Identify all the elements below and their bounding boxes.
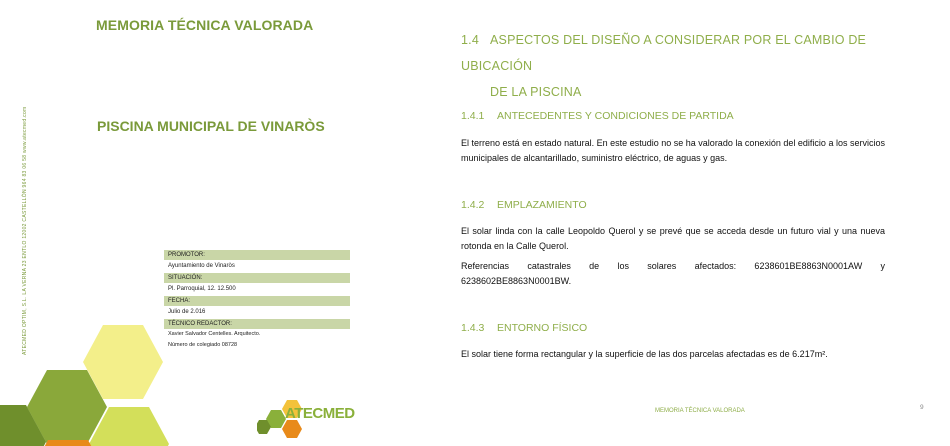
cover-page: [0, 0, 440, 446]
subsection-title-3: ENTORNO FÍSICO: [497, 322, 588, 334]
situacion-label: SITUACIÓN:: [164, 273, 350, 283]
subsection-number-2: 1.4.2: [461, 199, 485, 211]
page-number: 9: [920, 404, 924, 411]
subsection-title-2: EMPLAZAMIENTO: [497, 199, 587, 211]
logo-text: ATECMED: [285, 405, 355, 422]
promotor-label: PROMOTOR:: [164, 250, 350, 260]
paragraph-antecedentes: El terreno está en estado natural. En este estudio no se ha valorado la conexión del edificio a los servicios municipales de alcantarillado, suministro eléctrico, de aguas y gas.: [461, 138, 885, 163]
fecha-value: Julio de 2.016: [168, 309, 206, 315]
section-title-line2: DE LA PISCINA: [490, 85, 582, 99]
section-heading: [461, 27, 931, 105]
hexagon-decoration: [0, 0, 440, 446]
paragraph-emplazamiento: El solar linda con la calle Leopoldo Querol y se prevé que se acceda desde un futuro vial y una nueva rotonda en la Calle Querol.: [461, 226, 885, 251]
paragraph-entorno: El solar tiene forma rectangular y la superficie de las dos parcelas afectadas es de 6.217m².: [461, 349, 828, 359]
subsection-heading-3: [461, 322, 587, 334]
document-title: MEMORIA TÉCNICA VALORADA: [96, 17, 314, 33]
subsection-number-3: 1.4.3: [461, 322, 485, 334]
section-title-line1: ASPECTOS DEL DISEÑO A CONSIDERAR POR EL CAMBIO DE UBICACIÓN: [461, 33, 867, 73]
situacion-value: Pl. Parroquial, 12. 12.500: [168, 286, 236, 292]
subsection-heading-1: [461, 110, 734, 122]
project-info-box: [164, 249, 350, 351]
subsection-heading-2: [461, 199, 587, 211]
subsection-number-1: 1.4.1: [461, 110, 485, 122]
company-address-vertical: ATECMED OPTIM, S.L. LA VERNA 23 ENTLO 12002 CASTELLÓN 964 83 06 58 www.atecmed.com: [22, 106, 28, 355]
paragraph-referencias: Referencias catastrales de los solares afectados: 6238601BE8863N0001AW y 6238602BE8863N0001BW.: [461, 261, 885, 286]
colegiado-value: Número de colegiado 08728: [168, 342, 238, 348]
content-page: [440, 0, 950, 446]
fecha-label: FECHA:: [164, 296, 350, 306]
section-number: 1.4: [461, 33, 479, 47]
page-footer: MEMORIA TÉCNICA VALORADA: [655, 408, 745, 414]
redactor-label: TÉCNICO REDACTOR:: [164, 319, 350, 329]
subsection-title-1: ANTECEDENTES Y CONDICIONES DE PARTIDA: [497, 110, 734, 122]
promotor-value: Ayuntamiento de Vinaròs: [168, 263, 235, 269]
redactor-value: Xavier Salvador Centelles. Arquitecto.: [168, 331, 261, 337]
project-title: PISCINA MUNICIPAL DE VINARÒS: [97, 118, 325, 134]
